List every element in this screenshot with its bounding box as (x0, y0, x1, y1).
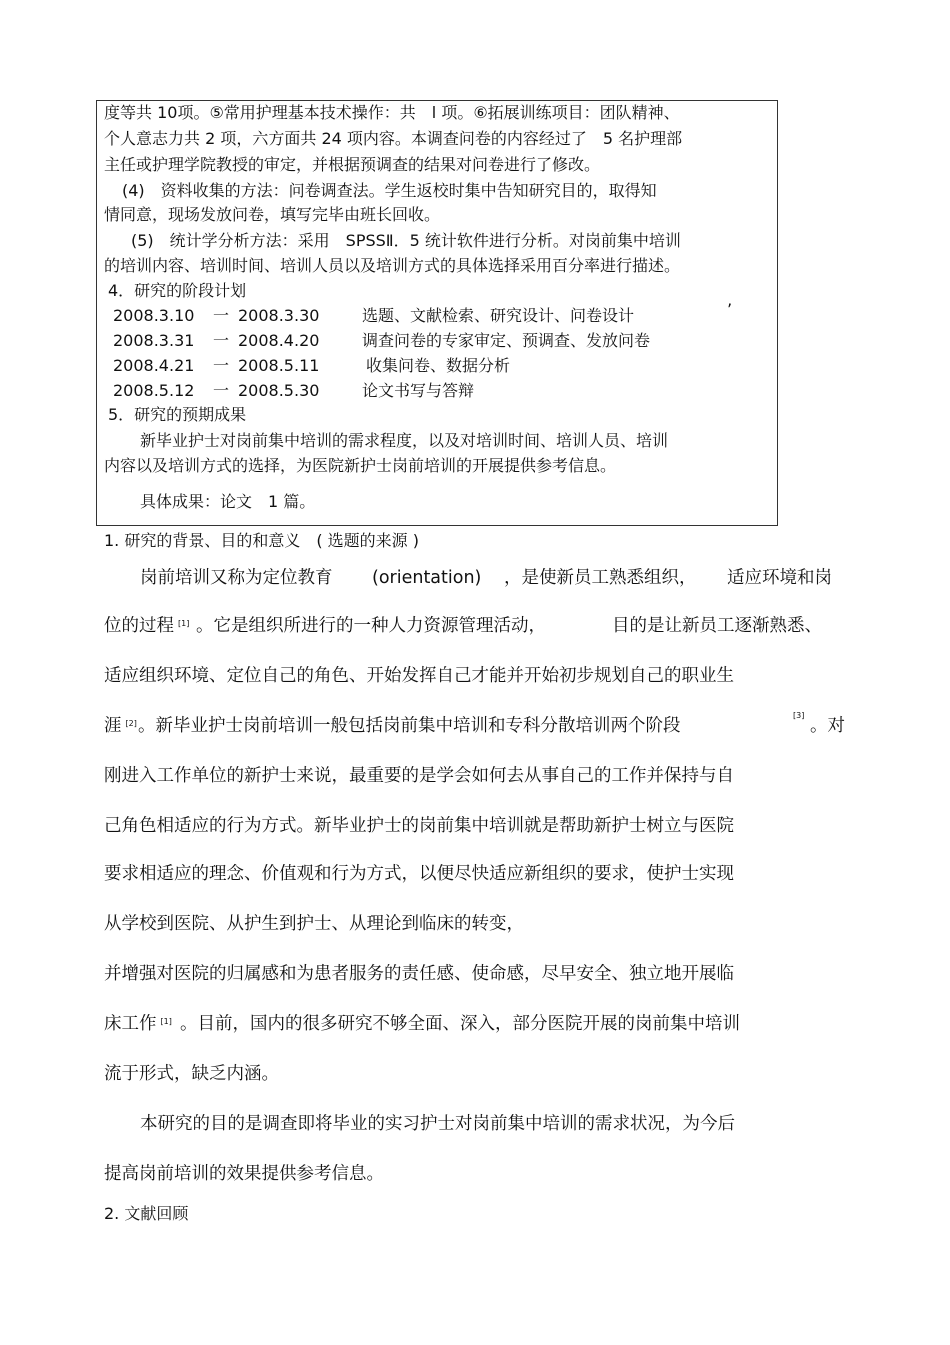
body-text: 并增强对医院的归属感和为患者服务的责任感、使命感，尽早安全、独立地开展临 (104, 964, 734, 984)
schedule-start: 2008.3.31 (113, 331, 195, 350)
body-text: 刚进入工作单位的新护士来说，最重要的是学会如何去从事自己的工作并保持与自 (104, 766, 734, 786)
body-text: 。目前，国内的很多研究不够全面、深入，部分医院开展的岗前集中培训 (180, 1014, 740, 1034)
schedule-task: 收集问卷、数据分析 (366, 356, 511, 375)
section-1-heading: 1. 研究的背景、目的和意义 ( 选题的来源 ) (104, 531, 420, 550)
box-line-2: 个人意志力共 2 项，六方面共 24 项内容。本调查问卷的内容经过了 5 名护理部 (104, 129, 683, 148)
body-text: 要求相适应的理念、价值观和行为方式，以便尽快适应新组织的要求，使护士实现 (104, 864, 734, 884)
body-text: 岗前培训又称为定位教育 (140, 568, 333, 588)
citation-marker: [1] (178, 619, 190, 628)
body-text: 目的是让新员工逐渐熟悉、 (612, 616, 822, 636)
schedule-task: 论文书写与答辩 (362, 381, 475, 400)
schedule-end: 2008.5.30 (238, 381, 320, 400)
schedule-end: 2008.4.20 (238, 331, 320, 350)
body-text: 。新毕业护士岗前培训一般包括岗前集中培训和专科分散培训两个阶段 (138, 716, 681, 736)
result-line: 具体成果：论文 1 篇。 (140, 492, 316, 511)
schedule-start: 2008.3.10 (113, 306, 195, 325)
expected-line-1: 新毕业护士对岗前集中培训的需求程度，以及对培训时间、培训人员、培训 (140, 431, 669, 450)
body-text: 提高岗前培训的效果提供参考信息。 (104, 1164, 384, 1184)
box-line-6: (5) 统计学分析方法：采用 SPSSⅡ．5 统计软件进行分析。对岗前集中培训 (131, 231, 681, 250)
schedule-mark: ’ (727, 300, 733, 319)
body-text: 己角色相适应的行为方式。新毕业护士的岗前集中培训就是帮助新护士树立与医院 (104, 816, 734, 836)
schedule-dash: 一 (213, 306, 230, 325)
schedule-end: 2008.3.30 (238, 306, 320, 325)
schedule-dash: 一 (213, 331, 230, 350)
body-text: 。它是组织所进行的一种人力资源管理活动， (196, 616, 546, 636)
section-2-heading: 2. 文献回顾 (104, 1204, 189, 1223)
citation-marker: [2] (125, 719, 137, 728)
body-text (104, 614, 189, 638)
schedule-end: 2008.5.11 (238, 356, 320, 375)
body-text: 适应环境和岗 (727, 568, 832, 588)
schedule-task: 调查问卷的专家审定、预调查、发放问卷 (362, 331, 651, 350)
body-text: (orientation) (372, 568, 482, 588)
schedule-start: 2008.5.12 (113, 381, 195, 400)
schedule-task: 选题、文献检索、研究设计、问卷设计 (362, 306, 635, 325)
body-text: 本研究的目的是调查即将毕业的实习护士对岗前集中培训的需求状况，为今后 (140, 1114, 735, 1134)
body-text: 。对 (810, 716, 845, 736)
body-text-span: 涯 (104, 716, 122, 736)
body-text: 适应组织环境、定位自己的角色、开始发挥自己才能并开始初步规划自己的职业生 (104, 666, 734, 686)
body-text-span: 床工作 (104, 1014, 157, 1034)
expected-heading: 5．研究的预期成果 (108, 405, 247, 424)
schedule-start: 2008.4.21 (113, 356, 195, 375)
body-text (104, 714, 137, 738)
box-line-3: 主任或护理学院教授的审定，并根据预调查的结果对问卷进行了修改。 (104, 155, 601, 174)
box-line-5: 情同意，现场发放问卷，填写完毕由班长回收。 (104, 205, 441, 224)
box-line-4: (4) 资料收集的方法：问卷调查法。学生返校时集中告知研究目的，取得知 (122, 181, 657, 200)
schedule-dash: 一 (213, 356, 230, 375)
body-text: 流于形式，缺乏内涵。 (104, 1064, 279, 1084)
body-text-span: 位的过程 (104, 616, 174, 636)
expected-line-2: 内容以及培训方式的选择，为医院新护士岗前培训的开展提供参考信息。 (104, 456, 617, 475)
box-line-7: 的培训内容、培训时间、培训人员以及培训方式的具体选择采用百分率进行描述。 (104, 256, 681, 275)
citation-marker: [1] (160, 1017, 172, 1026)
body-text: ，是使新员工熟悉组织， (504, 568, 697, 588)
citation-marker: [3] (793, 711, 805, 720)
plan-heading: 4．研究的阶段计划 (108, 281, 247, 300)
body-text: 从学校到医院、从护生到护士、从理论到临床的转变， (104, 914, 524, 934)
schedule-dash: 一 (213, 381, 230, 400)
box-line-1: 度等共 10项。⑤常用护理基本技术操作：共 l 项。⑥拓展训练项目：团队精神、 (104, 103, 680, 122)
body-text (104, 1012, 172, 1036)
